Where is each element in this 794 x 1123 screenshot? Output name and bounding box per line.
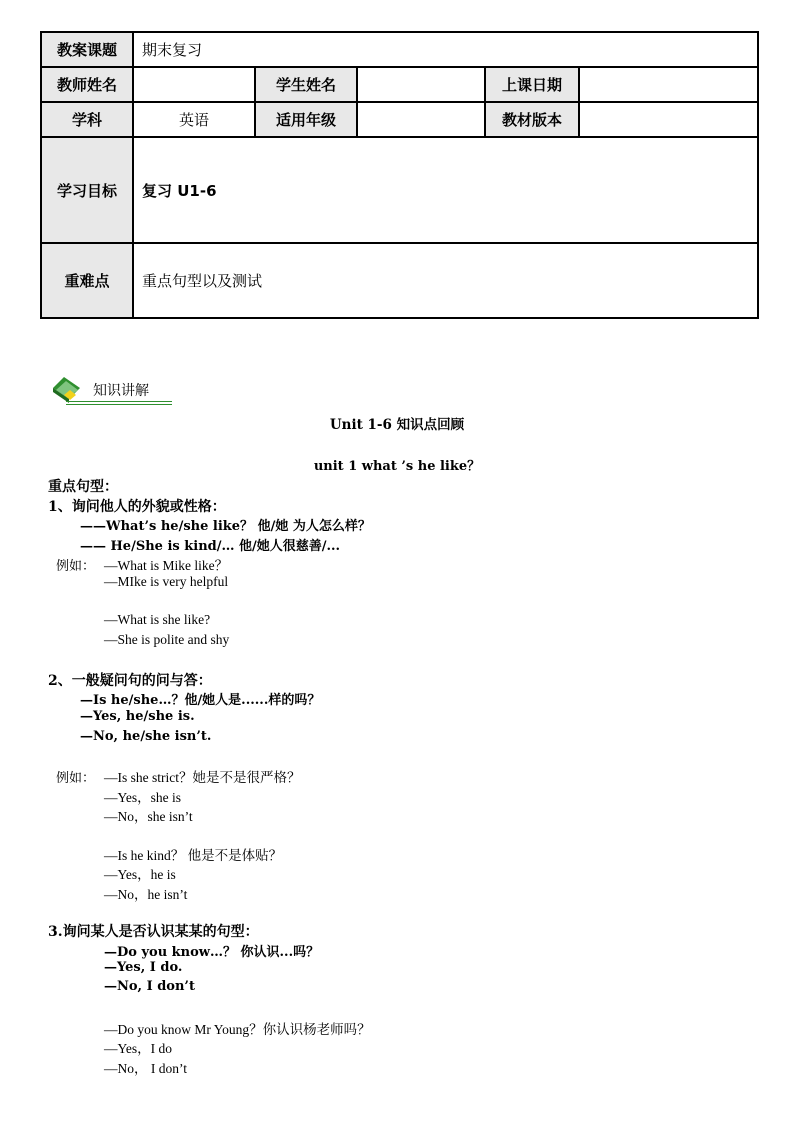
goal-label: 学习目标	[41, 137, 133, 243]
edition-label: 教材版本	[485, 102, 579, 137]
student-value	[357, 67, 485, 102]
s2-line1: —Is he/she…？他/她人是......样的吗？	[80, 693, 321, 708]
subject-label: 学科	[41, 102, 133, 137]
s1-example-3: —What is she like?	[104, 612, 211, 627]
s3-example-1: —Do you know Mr Young？你认识杨老师吗？	[104, 1022, 371, 1037]
grade-value	[357, 102, 485, 137]
badge-underline-2	[66, 404, 172, 405]
section-badge	[50, 374, 175, 406]
key-patterns-heading: 重点句型：	[48, 479, 118, 495]
s3-line1: —Do you know…？ 你认识...吗？	[104, 945, 320, 960]
section-badge-label: 知识讲解	[93, 383, 149, 399]
s1-example-4: —She is polite and shy	[104, 632, 230, 647]
s1-line1: ——What’s he/she like？ 他/她 为人怎么样？	[80, 519, 371, 534]
key-points-label: 重难点	[41, 243, 133, 318]
s3-example-3: —No， I don’t	[104, 1061, 187, 1076]
s2-example-6: —No，he isn’t	[104, 887, 188, 902]
s2-example-5: —Yes，he is	[104, 867, 176, 882]
s1-heading: 1、询问他人的外貌或性格：	[48, 499, 226, 515]
teacher-label: 教师姓名	[41, 67, 133, 102]
s2-example-4: —Is he kind？ 他是不是体贴？	[104, 848, 283, 863]
grade-label: 适用年级	[255, 102, 357, 137]
s3-example-2: —Yes，I do	[104, 1041, 173, 1056]
s2-example-3: —No，she isn’t	[104, 809, 193, 824]
date-value	[579, 67, 758, 102]
unit-title: unit 1 what ’s he like？	[313, 459, 481, 474]
student-label: 学生姓名	[255, 67, 357, 102]
subject-value: 英语	[133, 102, 255, 137]
topic-value: 期末复习	[133, 32, 758, 67]
s3-heading: 3.询问某人是否认识某某的句型：	[48, 924, 259, 940]
date-label: 上课日期	[485, 67, 579, 102]
s1-example-1: —What is Mike like？	[104, 558, 229, 573]
s3-line3: —No, I don’t	[104, 979, 195, 994]
s2-example-1: —Is she strict？她是不是很严格？	[104, 770, 301, 785]
s2-line3: —No, he/she isn’t.	[80, 729, 212, 744]
s1-line2: —— He/She is kind/… 他/她人很慈善/...	[80, 539, 341, 554]
s1-example-2: —MIke is very helpful	[104, 574, 229, 589]
key-points-value: 重点句型以及测试	[133, 243, 758, 318]
s2-example-prefix: 例如：	[56, 771, 96, 786]
goal-value: 复习 U1-6	[133, 137, 758, 243]
s1-example-prefix: 例如：	[56, 559, 96, 574]
badge-underline	[66, 401, 172, 402]
page-title: Unit 1-6 知识点回顾	[329, 417, 465, 433]
topic-label: 教案课题	[41, 32, 133, 67]
lesson-info-table	[40, 31, 759, 319]
edition-value	[579, 102, 758, 137]
s2-example-2: —Yes，she is	[104, 790, 182, 805]
s2-heading: 2、一般疑问句的问与答：	[48, 673, 212, 689]
teacher-value	[133, 67, 255, 102]
s2-line2: —Yes, he/she is.	[80, 709, 195, 724]
s3-line2: —Yes, I do.	[104, 960, 183, 975]
